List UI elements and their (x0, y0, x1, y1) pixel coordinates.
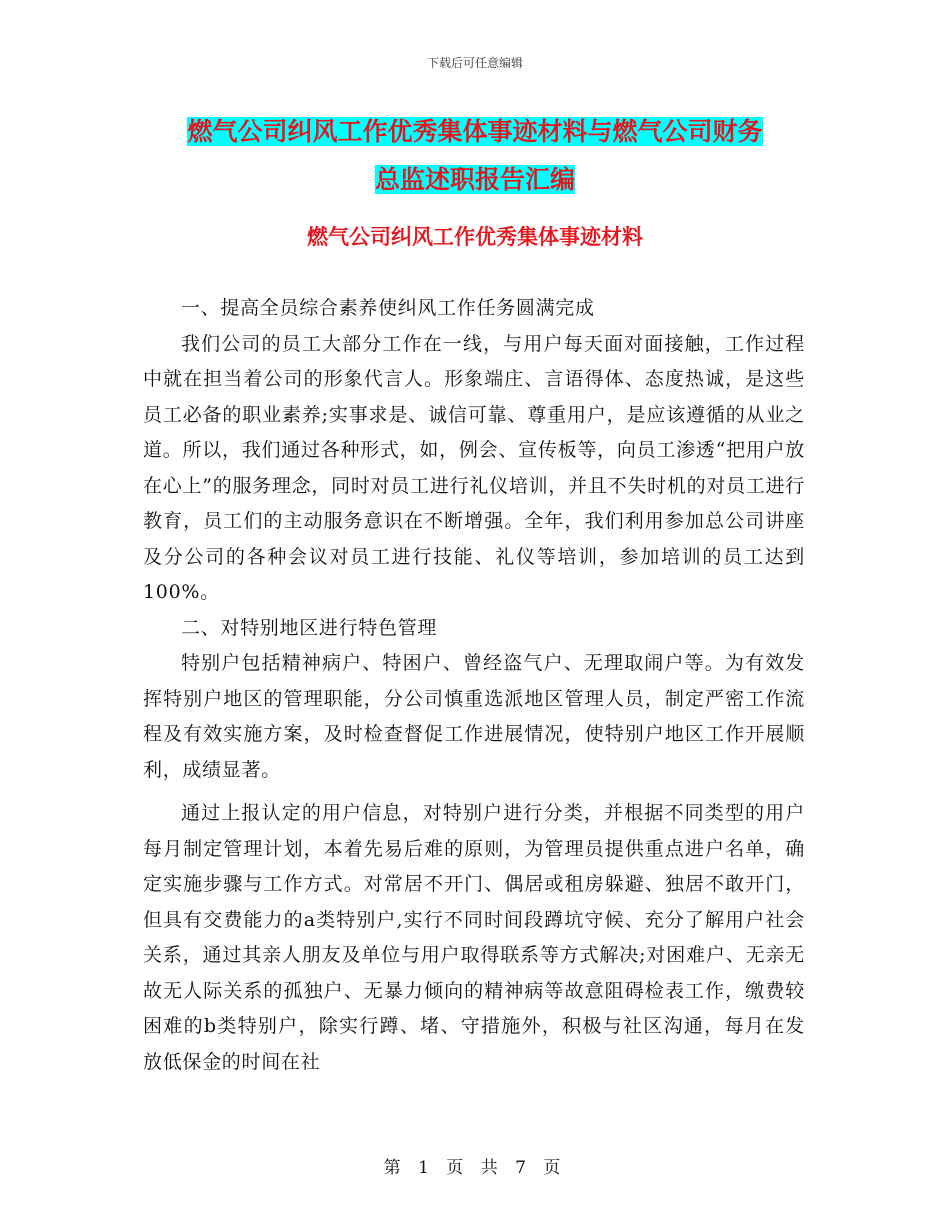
header-note: 下载后可任意编辑 (426, 56, 523, 70)
paragraph: 通过上报认定的用户信息，对特别户进行分类，并根据不同类型的用户每月制定管理计划，本着先易后难的原则，为管理员提供重点进户名单，确定实施步骤与工作方式。对常居不开门、偶居或租房躲避、独居不敢开门，但具有交费能力的a类特别户,实行不同时间段蹲坑守候、充分了解用户社会关系，通过其亲人朋友及单位与用户取得联系等方式解决;对困难户、无亲无故无人际关系的孤独户、无暴力倾向的精神病等故意阻碍检表工作，缴费较困难的b类特别户，除实行蹲、堵、守措施外，积极与社区沟通，每月在发放低保金的时间在社 (143, 802, 805, 1073)
document-title-line-1: 燃气公司纠风工作优秀集体事迹材料与燃气公司财务 (187, 117, 763, 146)
paragraph: 特别户包括精神病户、特困户、曾经盗气户、无理取闹户等。为有效发挥特别户地区的管理职能，分公司慎重选派地区管理人员，制定严密工作流程及有效实施方案，及时检查督促工作进展情况，使特别户地区工作开展顺利，成绩显著。 (143, 652, 805, 781)
page-footer: 第 1 页 共 7 页 (383, 1158, 567, 1178)
paragraph-heading-1: 一、提高全员综合素养使纠风工作任务圆满完成 (181, 297, 595, 319)
paragraph: 我们公司的员工大部分工作在一线，与用户每天面对面接触，工作过程中就在担当着公司的形象代言人。形象端庄、言语得体、态度热诚，是这些员工必备的职业素养;实事求是、诚信可靠、尊重用户，是应该遵循的从业之道。所以，我们通过各种形式，如，例会、宣传板等，向员工渗透“把用户放在心上”的服务理念，同时对员工进行礼仪培训，并且不失时机的对员工进行教育，员工们的主动服务意识在不断增强。全年，我们利用参加总公司讲座及分公司的各种会议对员工进行技能、礼仪等培训，参加培训的员工达到100%。 (143, 332, 805, 603)
document-title (0, 108, 950, 204)
body-text (143, 291, 805, 1080)
paragraph-heading-2: 二、对特别地区进行特色管理 (181, 616, 438, 639)
section-title: 燃气公司纠风工作优秀集体事迹材料 (307, 224, 643, 249)
document-title-line-2: 总监述职报告汇编 (374, 165, 575, 194)
